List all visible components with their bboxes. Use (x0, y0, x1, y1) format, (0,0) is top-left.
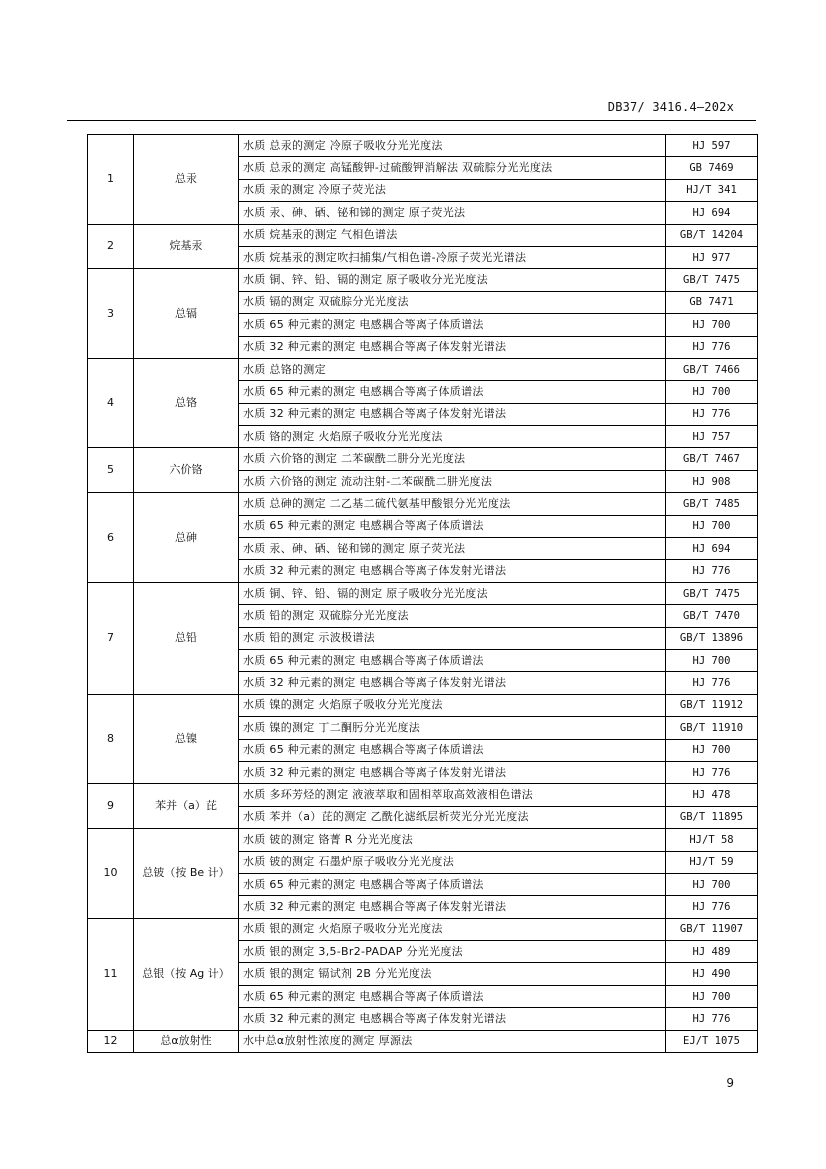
pollutant-name: 总镉 (134, 269, 239, 359)
pollutant-name: 总α放射性 (134, 1030, 239, 1052)
method-name: 水中总α放射性浓度的测定 厚源法 (239, 1030, 666, 1052)
method-name: 水质 铅的测定 示波极谱法 (239, 627, 666, 649)
methods-table (87, 134, 758, 1053)
standard-code: HJ 700 (666, 985, 758, 1007)
table-row (88, 358, 758, 380)
method-name: 水质 32 种元素的测定 电感耦合等离子体发射光谱法 (239, 761, 666, 783)
standard-code: HJ 776 (666, 403, 758, 425)
standard-code: HJ 776 (666, 896, 758, 918)
method-name: 水质 六价铬的测定 二苯碳酰二肼分光光度法 (239, 448, 666, 470)
pollutant-name: 苯并（a）芘 (134, 784, 239, 829)
standard-code: HJ 908 (666, 470, 758, 492)
standard-code: HJ 700 (666, 873, 758, 895)
table-row (88, 448, 758, 470)
standard-code: GB/T 7475 (666, 582, 758, 604)
method-name: 水质 铬的测定 火焰原子吸收分光光度法 (239, 426, 666, 448)
standard-code: HJ 694 (666, 538, 758, 560)
method-name: 水质 32 种元素的测定 电感耦合等离子体发射光谱法 (239, 403, 666, 425)
method-name: 水质 32 种元素的测定 电感耦合等离子体发射光谱法 (239, 672, 666, 694)
standard-code: GB/T 7466 (666, 358, 758, 380)
method-name: 水质 烷基汞的测定 气相色谱法 (239, 224, 666, 246)
standard-code: HJ 700 (666, 381, 758, 403)
method-name: 水质 镍的测定 火焰原子吸收分光光度法 (239, 694, 666, 716)
method-name: 水质 总砷的测定 二乙基二硫代氨基甲酸银分光光度法 (239, 493, 666, 515)
pollutant-name: 六价铬 (134, 448, 239, 493)
standard-code: HJ 700 (666, 739, 758, 761)
row-number: 5 (88, 448, 134, 493)
table-row (88, 493, 758, 515)
method-name: 水质 65 种元素的测定 电感耦合等离子体质谱法 (239, 873, 666, 895)
standard-code: HJ 776 (666, 761, 758, 783)
row-number: 1 (88, 135, 134, 225)
standard-code: GB/T 7485 (666, 493, 758, 515)
row-number: 4 (88, 358, 134, 448)
methods-table-body (88, 135, 758, 1053)
standard-code: HJ 776 (666, 672, 758, 694)
standard-code: HJ 700 (666, 515, 758, 537)
header-rule (67, 120, 756, 121)
standard-code: HJ 776 (666, 336, 758, 358)
standard-code: HJ 977 (666, 246, 758, 268)
row-number: 8 (88, 694, 134, 784)
method-name: 水质 银的测定 3,5-Br2-PADAP 分光光度法 (239, 941, 666, 963)
method-name: 水质 65 种元素的测定 电感耦合等离子体质谱法 (239, 739, 666, 761)
document-code: DB37/ 3416.4—202x (607, 100, 734, 114)
row-number: 6 (88, 493, 134, 583)
standard-code: HJ 597 (666, 135, 758, 157)
method-name: 水质 银的测定 镉试剂 2B 分光光度法 (239, 963, 666, 985)
pollutant-name: 总银（按 Ag 计） (134, 918, 239, 1030)
page-number: 9 (726, 1076, 734, 1090)
method-name: 水质 总汞的测定 高锰酸钾-过硫酸钾消解法 双硫腙分光光度法 (239, 157, 666, 179)
method-name: 水质 总汞的测定 冷原子吸收分光光度法 (239, 135, 666, 157)
standard-code: GB/T 7475 (666, 269, 758, 291)
standard-code: GB 7469 (666, 157, 758, 179)
method-name: 水质 苯并（a）芘的测定 乙酰化滤纸层析荧光分光光度法 (239, 806, 666, 828)
standard-code: GB/T 11912 (666, 694, 758, 716)
method-name: 水质 汞的测定 冷原子荧光法 (239, 179, 666, 201)
standard-code: HJ 776 (666, 1008, 758, 1030)
method-name: 水质 铜、锌、铅、镉的测定 原子吸收分光光度法 (239, 269, 666, 291)
table-row (88, 269, 758, 291)
method-name: 水质 65 种元素的测定 电感耦合等离子体质谱法 (239, 515, 666, 537)
standard-code: GB 7471 (666, 291, 758, 313)
pollutant-name: 总铬 (134, 358, 239, 448)
pollutant-name: 总铅 (134, 582, 239, 694)
method-name: 水质 烷基汞的测定吹扫捕集/气相色谱-冷原子荧光光谱法 (239, 246, 666, 268)
standard-code: HJ/T 59 (666, 851, 758, 873)
row-number: 11 (88, 918, 134, 1030)
row-number: 7 (88, 582, 134, 694)
method-name: 水质 32 种元素的测定 电感耦合等离子体发射光谱法 (239, 560, 666, 582)
standard-code: HJ 478 (666, 784, 758, 806)
pollutant-name: 总汞 (134, 135, 239, 225)
method-name: 水质 六价铬的测定 流动注射-二苯碳酰二肼光度法 (239, 470, 666, 492)
method-name: 水质 铅的测定 双硫腙分光光度法 (239, 605, 666, 627)
method-name: 水质 镉的测定 双硫腙分光光度法 (239, 291, 666, 313)
method-name: 水质 银的测定 火焰原子吸收分光光度法 (239, 918, 666, 940)
table-row (88, 135, 758, 157)
standard-code: HJ 694 (666, 202, 758, 224)
method-name: 水质 65 种元素的测定 电感耦合等离子体质谱法 (239, 649, 666, 671)
standard-code: HJ 490 (666, 963, 758, 985)
method-name: 水质 65 种元素的测定 电感耦合等离子体质谱法 (239, 314, 666, 336)
method-name: 水质 镍的测定 丁二酮肟分光光度法 (239, 717, 666, 739)
row-number: 10 (88, 829, 134, 919)
standard-code: HJ 700 (666, 314, 758, 336)
standard-code: HJ 489 (666, 941, 758, 963)
standard-code: GB/T 11910 (666, 717, 758, 739)
standard-code: HJ/T 58 (666, 829, 758, 851)
table-row (88, 582, 758, 604)
table-row (88, 694, 758, 716)
method-name: 水质 65 种元素的测定 电感耦合等离子体质谱法 (239, 381, 666, 403)
standard-code: EJ/T 1075 (666, 1030, 758, 1052)
row-number: 12 (88, 1030, 134, 1052)
standard-code: HJ 757 (666, 426, 758, 448)
method-name: 水质 铍的测定 铬菁 R 分光光度法 (239, 829, 666, 851)
table-row (88, 224, 758, 246)
standard-code: GB/T 13896 (666, 627, 758, 649)
row-number: 2 (88, 224, 134, 269)
table-row (88, 1030, 758, 1052)
standard-code: HJ 700 (666, 649, 758, 671)
row-number: 3 (88, 269, 134, 359)
method-name: 水质 65 种元素的测定 电感耦合等离子体质谱法 (239, 985, 666, 1007)
table-row (88, 829, 758, 851)
standard-code: HJ/T 341 (666, 179, 758, 201)
table-row (88, 784, 758, 806)
method-name: 水质 铜、锌、铅、镉的测定 原子吸收分光光度法 (239, 582, 666, 604)
method-name: 水质 铍的测定 石墨炉原子吸收分光光度法 (239, 851, 666, 873)
table-row (88, 918, 758, 940)
method-name: 水质 32 种元素的测定 电感耦合等离子体发射光谱法 (239, 1008, 666, 1030)
pollutant-name: 总铍（按 Be 计） (134, 829, 239, 919)
standard-code: GB/T 7470 (666, 605, 758, 627)
method-name: 水质 32 种元素的测定 电感耦合等离子体发射光谱法 (239, 336, 666, 358)
method-name: 水质 总铬的测定 (239, 358, 666, 380)
pollutant-name: 烷基汞 (134, 224, 239, 269)
row-number: 9 (88, 784, 134, 829)
pollutant-name: 总砷 (134, 493, 239, 583)
standard-code: HJ 776 (666, 560, 758, 582)
standard-code: GB/T 7467 (666, 448, 758, 470)
method-name: 水质 汞、砷、硒、铋和锑的测定 原子荧光法 (239, 202, 666, 224)
standard-code: GB/T 11895 (666, 806, 758, 828)
method-name: 水质 32 种元素的测定 电感耦合等离子体发射光谱法 (239, 896, 666, 918)
standard-code: GB/T 11907 (666, 918, 758, 940)
pollutant-name: 总镍 (134, 694, 239, 784)
method-name: 水质 汞、砷、硒、铋和锑的测定 原子荧光法 (239, 538, 666, 560)
method-name: 水质 多环芳烃的测定 液液萃取和固相萃取高效液相色谱法 (239, 784, 666, 806)
standard-code: GB/T 14204 (666, 224, 758, 246)
